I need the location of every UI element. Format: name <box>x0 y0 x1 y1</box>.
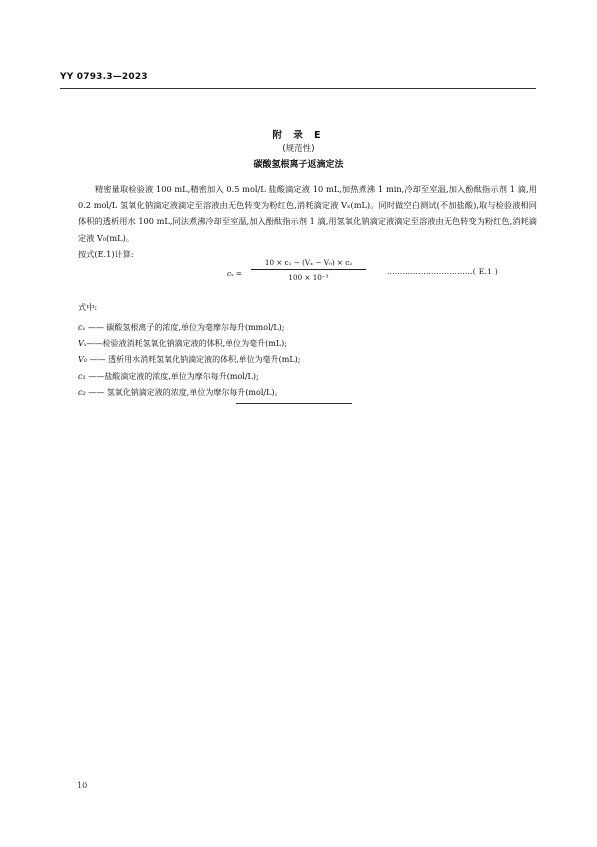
header-divider <box>60 88 536 89</box>
definition-row <box>78 369 300 385</box>
formula-lhs: cₓ = <box>227 269 242 278</box>
definition-symbol: c₂ <box>78 387 86 397</box>
definition-text: —— 碳酸氢根离子的浓度,单位为毫摩尔每升(mmol/L); <box>85 323 285 332</box>
definition-symbol: V₀ <box>78 355 87 365</box>
method-paragraph: 精密量取检验液 100 mL,精密加入 0.5 mol/L 盐酸滴定液 10 mL,加热煮沸 1 min,冷却至室温,加入酚酞指示剂 1 滴,用 0.2 mol/L 氢氧化钠滴定液滴定至溶液由无色转变为粉红色,消耗滴定液 Vₓ(mL)。同时做空白测试(不加盐酸),取与检验液相同体积的透析用水 100 mL,同法煮沸冷却至室温,加入酚酞指示剂 1 滴,用氢氧化钠滴定液滴定至溶液由无色转变为粉红色,消耗滴定液 V₀(mL)。 <box>78 184 537 243</box>
appendix-title: 碳酸氢根离子返滴定法 <box>253 160 344 170</box>
symbol-definitions <box>78 320 300 401</box>
formula-fraction <box>251 258 366 282</box>
end-divider <box>236 403 352 404</box>
definition-row <box>78 352 300 368</box>
equation-number: ……………………………( E.1 ) <box>387 267 499 276</box>
definition-row <box>78 320 300 336</box>
page-number: 10 <box>77 781 88 790</box>
definition-text: ——盐酸滴定液的浓度,单位为摩尔每升(mol/L); <box>85 371 259 381</box>
definition-symbol: Vₓ <box>78 339 87 349</box>
appendix-label: 附 录 E <box>272 130 325 141</box>
definition-text: —— 透析用水消耗氢氧化钠滴定液的体积,单位为毫升(mL); <box>86 355 301 365</box>
where-label: 式中: <box>78 302 98 312</box>
formula-denominator: 100 × 10⁻³ <box>288 273 329 282</box>
standard-code: YY 0793.3—2023 <box>60 72 148 82</box>
appendix-type: (规范性) <box>282 144 315 154</box>
definition-row <box>78 385 300 401</box>
method-text <box>78 181 537 262</box>
definition-symbol: cₓ <box>78 323 86 332</box>
definition-symbol: c₁ <box>78 371 86 381</box>
definition-text: ——检验液消耗氢氧化钠滴定液的体积,单位为毫升(mL); <box>86 339 288 349</box>
formula-intro: 按式(E.1)计算: <box>78 248 134 259</box>
definition-row <box>78 336 300 352</box>
formula-numerator: 10 × c₁ − (Vₓ − V₀) × c₂ <box>251 258 366 270</box>
definition-text: —— 氢氧化钠滴定液的浓度,单位为摩尔每升(mol/L)。 <box>85 387 283 397</box>
